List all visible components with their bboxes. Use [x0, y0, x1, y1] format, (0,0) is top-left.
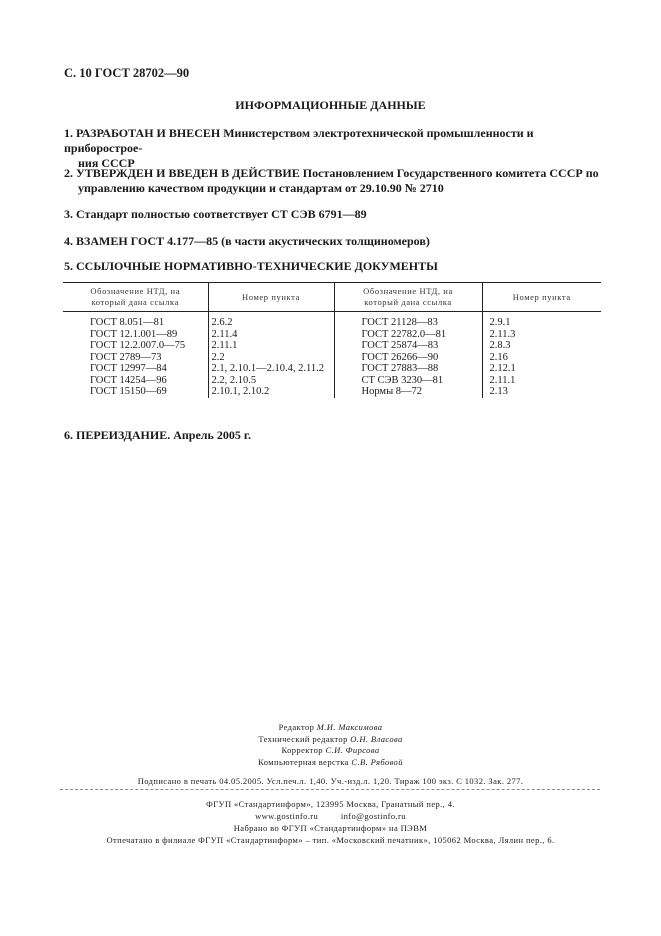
item-replaces: 4. ВЗАМЕН ГОСТ 4.177—85 (в части акустических толщиномеров) — [64, 234, 430, 248]
section-title: ИНФОРМАЦИОННЫЕ ДАННЫЕ — [235, 98, 426, 112]
imprint-signed: Подписано в печать 04.05.2005. Усл.печ.л. 1,40. Уч.-изд.л. 1,20. Тираж 100 экз. С 1032. Зак. 277. — [137, 776, 524, 786]
cell-doc-right: СТ СЭВ 3230—81 — [334, 375, 482, 387]
header-doc-right-line2: который дана ссылка — [364, 297, 452, 307]
header-doc-left-line2: который дана ссылка — [91, 297, 180, 307]
credit-editor-label: Редактор — [278, 722, 315, 732]
cell-clause-left: 2.2, 2.10.5 — [208, 375, 334, 387]
table-row — [63, 329, 601, 341]
cell-clause-left: 2.2 — [208, 352, 334, 364]
item-developed-lead: 1. РАЗРАБОТАН И ВНЕСЕН — [64, 126, 221, 140]
cell-doc-right: ГОСТ 22782.0—81 — [334, 329, 482, 341]
cell-doc-left: ГОСТ 2789—73 — [90, 351, 162, 363]
cell-doc-right: ГОСТ 25874—83 — [334, 340, 482, 352]
credit-layout-name: С.В. Рябовой — [351, 756, 403, 767]
header-doc-right — [334, 283, 482, 312]
table-row — [63, 363, 601, 375]
cell-doc-left: ГОСТ 12.1.001—89 — [90, 328, 178, 340]
item-approved-lead: 2. УТВЕРЖДЕН И ВВЕДЕН В ДЕЙСТВИЕ — [64, 166, 300, 180]
item-approved-cont: управлению качеством продукции и стандартам от 29.10.90 № 2710 — [78, 181, 444, 195]
table-row — [63, 352, 601, 364]
item-developed-cont: ния СССР — [78, 156, 135, 170]
imprint-contacts — [0, 811, 661, 821]
item-approved-body: Постановлением Государственного комитета СССР по — [299, 166, 599, 180]
item-developed-body: Министерством электротехнической промышленности и приборострое- — [64, 126, 534, 155]
imprint-email-link[interactable]: info@gostinfo.ru — [340, 811, 406, 821]
cell-doc-right: ГОСТ 21128—83 — [334, 312, 482, 329]
cell-doc-left: ГОСТ 12.2.007.0—75 — [90, 340, 186, 351]
credit-proofreader-label: Корректор — [281, 745, 323, 755]
item-references-heading: 5. ССЫЛОЧНЫЕ НОРМАТИВНО-ТЕХНИЧЕСКИЕ ДОКУМЕНТЫ — [64, 259, 438, 273]
credit-proofreader — [0, 745, 661, 757]
cell-clause-right: 2.11.3 — [482, 329, 601, 341]
header-doc-right-line1: Обозначение НТД, на — [363, 286, 453, 296]
credits-block — [0, 722, 661, 768]
header-clause-left: Номер пункта — [208, 283, 334, 312]
credit-layout-label: Компьютерная верстка — [258, 756, 349, 767]
cell-clause-left: 2.10.1, 2.10.2 — [208, 386, 334, 398]
credit-layout — [0, 757, 661, 769]
table-row — [63, 386, 601, 398]
cell-clause-right: 2.12.1 — [482, 363, 601, 375]
cell-doc-left: ГОСТ 12997—84 — [90, 363, 167, 374]
cell-doc-left: ГОСТ 15150—69 — [90, 386, 167, 397]
imprint-printed: Отпечатано в филиале ФГУП «Стандартинформ» – тип. «Московский печатник», 105062 Москва, Лялин пер., 6. — [106, 835, 555, 845]
item-compliance: 3. Стандарт полностью соответствует СТ СЭВ 6791—89 — [64, 207, 367, 221]
credit-editor-name: М.И. Максимова — [316, 722, 383, 732]
credit-editor — [0, 722, 661, 734]
imprint-publisher: ФГУП «Стандартинформ», 123995 Москва, Гранатный пер., 4. — [206, 799, 455, 809]
table-row — [63, 340, 601, 352]
imprint-divider — [60, 789, 600, 790]
item-developed — [64, 126, 612, 171]
table-header-row — [63, 283, 601, 312]
page-header: С. 10 ГОСТ 28702—90 — [64, 66, 190, 80]
imprint-web-link[interactable]: www.gostinfo.ru — [255, 811, 319, 821]
credit-tech-editor-label: Технический редактор — [258, 733, 348, 744]
cell-doc-right: Нормы 8—72 — [334, 386, 482, 398]
cell-doc-right: ГОСТ 26266—90 — [334, 352, 482, 364]
cell-doc-left: ГОСТ 14254—96 — [90, 374, 167, 386]
imprint-typeset: Набрано во ФГУП «Стандартинформ» на ПЭВМ — [233, 823, 428, 833]
cell-clause-right: 2.9.1 — [482, 312, 601, 329]
cell-clause-right: 2.8.3 — [482, 340, 601, 352]
header-clause-right: Номер пункта — [482, 283, 601, 312]
header-doc-left-line1: Обозначение НТД, на — [90, 286, 181, 296]
cell-clause-right: 2.13 — [482, 386, 601, 398]
item-reissue: 6. ПЕРЕИЗДАНИЕ. Апрель 2005 г. — [64, 428, 251, 442]
cell-clause-left: 2.1, 2.10.1—2.10.4, 2.11.2 — [208, 363, 334, 375]
cell-doc-right: ГОСТ 27883—88 — [334, 363, 482, 375]
references-table — [63, 282, 601, 398]
cell-clause-right: 2.16 — [482, 352, 601, 364]
cell-clause-left: 2.11.1 — [208, 340, 334, 352]
credit-proofreader-name: С.И. Фирсова — [325, 745, 380, 755]
credit-tech-editor — [0, 734, 661, 746]
item-approved — [64, 166, 612, 196]
cell-clause-right: 2.11.1 — [482, 375, 601, 387]
cell-clause-left: 2.11.4 — [208, 329, 334, 341]
cell-doc-left: ГОСТ 8.051—81 — [90, 317, 165, 328]
credit-tech-editor-name: О.Н. Власова — [350, 733, 403, 744]
table-row — [63, 312, 601, 329]
table-row — [63, 375, 601, 387]
header-doc-left — [63, 283, 208, 312]
cell-clause-left: 2.6.2 — [208, 312, 334, 329]
